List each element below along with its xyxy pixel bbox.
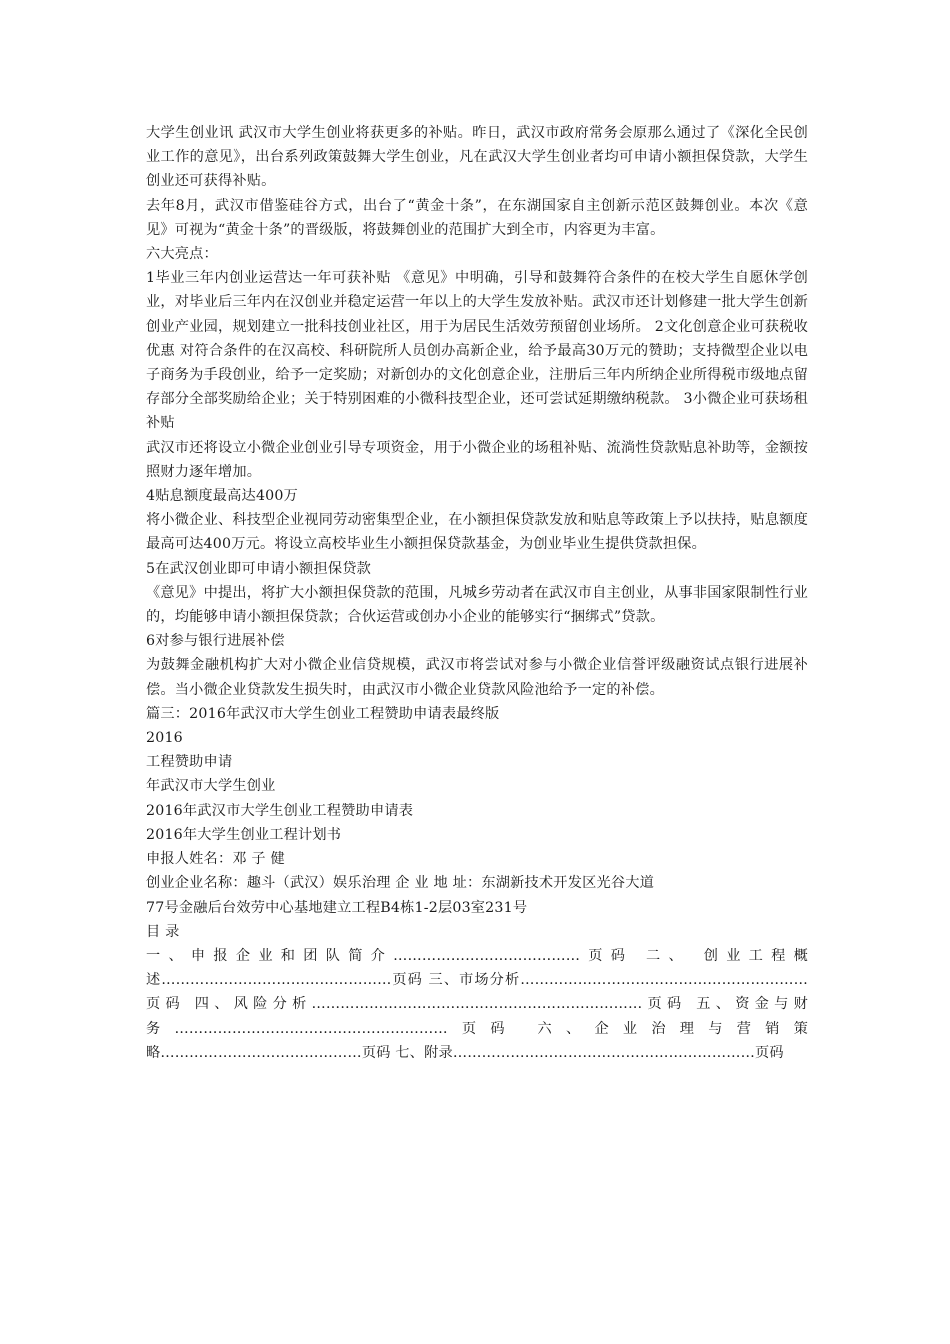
- paragraph-highlight-5-detail: 《意见》中提出，将扩大小额担保贷款的范围，凡城乡劳动者在武汉市自主创业，从事非国家限制性行业的，均能够申请小额担保贷款；合伙运营或创办小企业的能够实行“捆绑式”贷款。: [146, 584, 808, 626]
- document-body: [146, 121, 808, 1065]
- paragraph-highlight-4-detail: 将小微企业、科技型企业视同劳动密集型企业，在小额担保贷款发放和贴息等政策上予以扶持，贴息额度最高可达400万元。将设立高校毕业生小额担保贷款基金，为创业毕业生提供贷款担保。: [146, 512, 808, 553]
- paragraph-intro: 大学生创业讯 武汉市大学生创业将获更多的补贴。昨日，武汉市政府常务会原那么通过了《深化全民创业工作的意见》，出台系列政策鼓舞大学生创业，凡在武汉大学生创业者均可申请小额担保贷款，大学生创业还可获得补贴。: [146, 125, 808, 190]
- paragraph-highlights-1-3: 1毕业三年内创业运营达一年可获补贴 《意见》中明确，引导和鼓舞符合条件的在校大学生自愿休学创业，对毕业后三年内在汉创业并稳定运营一年以上的大学生发放补贴。武汉市还计划修建一批大学生创新创业产业园，规划建立一批科技创业社区，用于为居民生活效劳预留创业场所。 2文化创意企业可获税收优惠 对符合条件的在汉高校、科研院所人员创办高新企业，给予最高30万元的赞助；支持微型企业以电子商务为手段创业，给予一定奖励；对新创办的文化创意企业，注册后三年内所纳企业所得税市级地点留存部分全部奖励给企业；关于特别困难的小微科技型企业，还可尝试延期缴纳税款。 3小微企业可获场租补贴: [146, 270, 808, 432]
- applicant-name: 申报人姓名：邓 子 健: [146, 851, 285, 868]
- paragraph-highlight-4-heading: 4贴息额度最高达400万: [146, 488, 299, 505]
- toc-heading: 目 录: [146, 923, 180, 940]
- company-name-address: 创业企业名称：趣斗（武汉）娱乐治理 企 业 地 址：东湖新技术开发区光谷大道: [146, 875, 655, 892]
- toc-entries: 一、申报企业和团队简介…………………………………页码 二、 创业工程概述…………………………………………页码 三、市场分析……………………………………………………页码 四、风险分析……………………………………………………………页码 五、资金与财务…………………………………………………页码 六、企业治理与营销策略……………………………………页码 七、附录………………………………………………………页码: [146, 947, 808, 1061]
- paragraph-highlight-6-heading: 6对参与银行进展补偿: [146, 633, 285, 650]
- paragraph-highlight-6-detail: 为鼓舞金融机构扩大对小微企业信贷规模，武汉市将尝试对参与小微企业信誉评级融资试点银行进展补偿。当小微企业贷款发生损失时，由武汉市小微企业贷款风险池给予一定的补偿。: [146, 657, 808, 698]
- paragraph-highlight-3-detail: 武汉市还将设立小微企业创业引导专项资金，用于小微企业的场租补贴、流淌性贷款贴息补助等，金额按照财力逐年增加。: [146, 439, 808, 480]
- cover-title-fragment: 年武汉市大学生创业: [146, 778, 276, 795]
- paragraph-highlight-5-heading: 5在武汉创业即可申请小额担保贷款: [146, 560, 372, 577]
- plan-title: 2016年大学生创业工程计划书: [146, 826, 342, 843]
- form-title: 2016年武汉市大学生创业工程赞助申请表: [146, 802, 414, 819]
- cover-subtitle: 工程赞助申请: [146, 754, 233, 771]
- cover-year: 2016: [146, 730, 183, 747]
- paragraph-background: 去年8月，武汉市借鉴硅谷方式，出台了“黄金十条”，在东湖国家自主创新示范区鼓舞创业。本次《意见》可视为“黄金十条”的晋级版，将鼓舞创业的范围扩大到全市，内容更为丰富。: [146, 197, 808, 238]
- section-title-part-three: 篇三：2016年武汉市大学生创业工程赞助申请表最终版: [146, 705, 500, 722]
- paragraph-highlights-heading: 六大亮点：: [146, 246, 218, 263]
- company-address-detail: 77号金融后台效劳中心基地建立工程B4栋1-2层03室231号: [146, 899, 528, 916]
